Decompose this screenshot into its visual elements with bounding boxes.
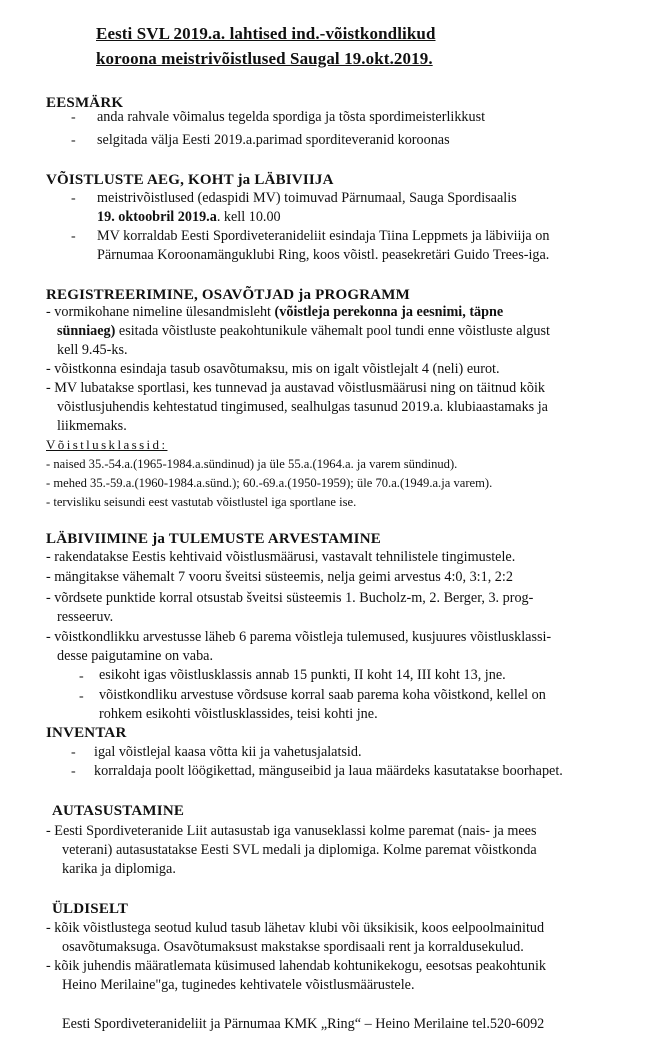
class-women: - naised 35.-54.a.(1965-1984.a.sündinud) ja üle 55.a.(1964.a. ja varem sündinud). [46, 457, 458, 471]
reg-p1-line2: sünniaeg) esitada võistluste peakohtunikule vähemalt pool tundi enne võistluste algust [57, 323, 550, 339]
eesmark-item-2: selgitada välja Eesti 2019.a.parimad sporditeveranid koroonas [97, 132, 450, 148]
uldiselt-line2a: - kõik juhendis määratlemata küsimused lahendab kohtunikekogu, eesotsas peakohtunik [46, 958, 546, 974]
document-title-line2: koroona meistrivõistlused Saugal 19.okt.2019. [96, 49, 433, 68]
section-heading-registreerimine: REGISTREERIMINE, OSAVÕTJAD ja PROGRAMM [46, 287, 411, 303]
autasu-line1: - Eesti Spordiveteranide Liit autasustab iga vanuseklassi kolme paremat (nais- ja mees [46, 823, 537, 839]
reg-p3-line3: liikmemaks. [57, 418, 127, 434]
lab-sub1: esikoht igas võistlusklassis annab 15 punkti, II koht 14, III koht 13, jne. [99, 667, 506, 683]
aeg-item1-line1: meistrivõistlused (edaspidi MV) toimuvad Pärnumaal, Sauga Spordisaalis [97, 190, 517, 206]
section-heading-aeg: VÕISTLUSTE AEG, KOHT ja LÄBIVIIJA [46, 172, 334, 188]
uldiselt-line1b: osavõtumaksuga. Osavõtumaksust makstakse spordisaali rent ja korraldusekulud. [62, 939, 524, 955]
uldiselt-line1a: - kõik võistlustega seotud kulud tasub lähetav klubi või üksikisik, koos eelpoolmainitud [46, 920, 545, 936]
reg-p1-line3: kell 9.45-ks. [57, 342, 128, 358]
bullet-dash: - [79, 689, 84, 704]
autasu-line2: veterani) autasustatakse Eesti SVL medali ja diplomiga. Kolme paremat võistkonda [62, 842, 537, 858]
bullet-dash: - [71, 229, 76, 244]
bullet-dash: - [71, 110, 76, 125]
event-date: 19. oktoobril 2019.a [97, 209, 217, 225]
inventar-item1: igal võistlejal kaasa võtta kii ja vahetusjalatsid. [94, 744, 362, 760]
bullet-dash: - [79, 669, 84, 684]
inventar-item2: korraldaja poolt löögikettad, mänguseibid ja laua määrdeks kasutatakse boorhapet. [94, 763, 563, 779]
aeg-item2-line2: Pärnumaa Koroonamänguklubi Ring, koos võistl. peasekretäri Guido Trees-iga. [97, 247, 550, 263]
section-heading-inventar: INVENTAR [46, 725, 127, 741]
section-heading-autasustamine: AUTASUSTAMINE [52, 803, 185, 819]
bullet-dash: - [71, 745, 76, 760]
uldiselt-line2b: Heino Merilaine"ga, tuginedes kehtivatele võistlusmäärustele. [62, 977, 415, 993]
reg-p3-line1: - MV lubatakse sportlasi, kes tunnevad ja austavad võistlusmäärusi ning on täitnud kõik [46, 380, 545, 396]
reg-p1-line1: - vormikohane nimeline ülesandmisleht (võistleja perekonna ja eesnimi, täpne [46, 304, 504, 320]
lab-line4a: - võistkondlikku arvestusse läheb 6 parema võistleja tulemused, kusjuures võistlusklassi- [46, 629, 552, 645]
class-men: - mehed 35.-59.a.(1960-1984.a.sünd.); 60.-69.a.(1950-1959); üle 70.a.(1949.a.ja varem). [46, 476, 493, 490]
lab-line2: - mängitakse vähemalt 7 vooru šveitsi süsteemis, nelja geimi arvestus 4:0, 3:1, 2:2 [46, 569, 513, 585]
reg-p3-line2: võistlusjuhendis kehtestatud tingimused, sealhulgas tasunud 2019.a. klubiaastamaks ja [57, 399, 548, 415]
lab-line1: - rakendatakse Eestis kehtivaid võistlusmäärusi, vastavalt tehnilistele tingimustele. [46, 549, 516, 565]
autasu-line3: karika ja diplomiga. [62, 861, 176, 877]
reg-p2: - võistkonna esindaja tasub osavõtumaksu, mis on igalt võistlejalt 4 (neli) eurot. [46, 361, 500, 377]
lab-line3a: - võrdsete punktide korral otsustab šveitsi süsteemis 1. Bucholz-m, 2. Berger, 3. prog- [46, 590, 534, 606]
document-footer: Eesti Spordiveteranideliit ja Pärnumaa KMK „Ring“ – Heino Merilaine tel.520-6092 [62, 1016, 545, 1032]
health-note: - tervisliku seisundi eest vastutab võistlustel iga sportlane ise. [46, 495, 357, 509]
section-heading-labiviimine: LÄBIVIIMINE ja TULEMUSTE ARVESTAMINE [46, 531, 381, 547]
lab-sub2a: võistkondliku arvestuse võrdsuse korral saab parema koha võistkond, kellel on [99, 687, 546, 703]
lab-line3b: resseeruv. [57, 609, 114, 625]
document-title-line1: Eesti SVL 2019.a. lahtised ind.-võistkondlikud [96, 24, 436, 43]
lab-line4b: desse paigutamine on vaba. [57, 648, 214, 664]
bullet-dash: - [71, 764, 76, 779]
bullet-dash: - [71, 191, 76, 206]
aeg-item2-line1: MV korraldab Eesti Spordiveteranideliit esindaja Tiina Leppmets ja läbiviija on [97, 228, 550, 244]
lab-sub2b: rohkem esikohti võistlusklassides, teisi kohti jne. [99, 706, 378, 722]
eesmark-item-1: anda rahvale võimalus tegelda spordiga ja tõsta spordimeisterlikkust [97, 109, 486, 125]
classes-heading: Võistlusklassid: [46, 437, 168, 452]
aeg-item1-line2: 19. oktoobril 2019.a. kell 10.00 [97, 209, 281, 225]
section-heading-uldiselt: ÜLDISELT [52, 901, 129, 917]
section-heading-eesmark: EESMÄRK [46, 95, 124, 111]
bullet-dash: - [71, 133, 76, 148]
